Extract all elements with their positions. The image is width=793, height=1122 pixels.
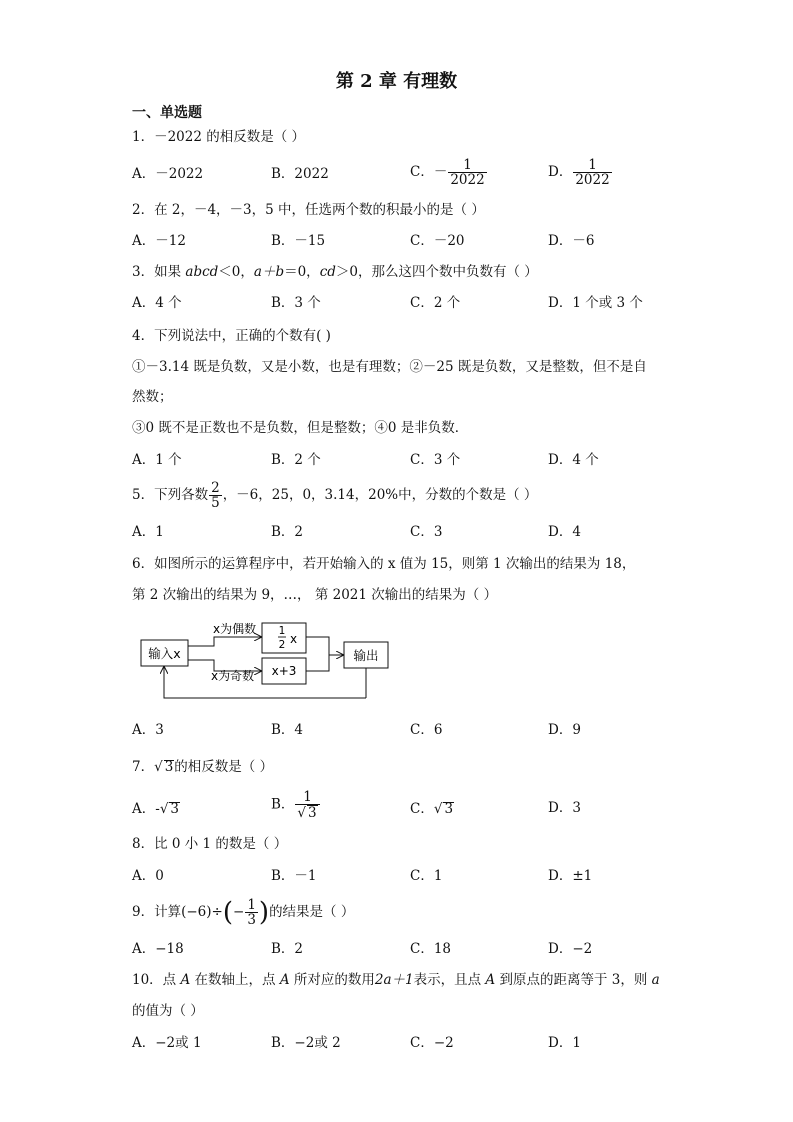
question-6-stem-line-1: 6．如图所示的运算程序中，若开始输入的 x 值为 15，则第 1 次输出的结果为 18， [132, 556, 636, 572]
q4-option-c: C．3 个 [410, 452, 461, 468]
svg-text:输出: 输出 [353, 648, 379, 663]
q7-option-d: D．3 [548, 800, 581, 816]
q5-option-c: C．3 [410, 524, 443, 540]
q2-option-a: A．－12 [132, 233, 186, 249]
q5-option-b: B．2 [271, 524, 304, 540]
even-label: x为偶数 [213, 622, 257, 636]
odd-label: x为奇数 [211, 669, 255, 683]
q10-option-a: A．−2或 1 [132, 1035, 202, 1051]
question-2-stem: 2．在 2，－4，－3，5 中，任选两个数的积最小的是（ ） [132, 202, 485, 218]
q4-statement-line-2: 然数； [132, 389, 173, 405]
fraction: $\frac{1}{√ 3}$ [295, 790, 319, 820]
q1-option-a: A．－2022 [132, 166, 204, 182]
q10-option-b: B．−2或 2 [271, 1035, 341, 1051]
q2-option-d: D．－6 [548, 233, 595, 249]
q4-option-d: D．4 个 [548, 452, 599, 468]
svg-text:2: 2 [278, 639, 286, 651]
q2-option-c: C．－20 [410, 233, 465, 249]
q8-option-b: B．－1 [271, 868, 317, 884]
fraction: $\frac{1}{2022}$ [450, 157, 485, 189]
q4-statement-line-3: ③0 既不是正数也不是负数，但是整数；④0 是非负数． [132, 420, 469, 436]
q8-option-d: D．±1 [548, 868, 593, 884]
fraction: $\frac{1}{3}$ [247, 897, 256, 929]
question-5-stem: 5．下列各数 $\frac{2}{5}$ ，－6，25，0，3.14，20%中，分数的个数是（ ） [132, 480, 538, 512]
q1-option-b: B．2022 [271, 166, 329, 182]
q7-option-b: B． $\frac{1}{√ 3}$ [271, 790, 321, 820]
q6-option-d: D．9 [548, 722, 581, 738]
q8-option-a: A．0 [132, 868, 164, 884]
q4-option-a: A．1 个 [132, 452, 182, 468]
q3-option-d: D．1 个或 3 个 [548, 295, 643, 311]
question-3-stem: 3．如果 abcd＜0，a＋b＝0，cd＞0，那么这四个数中负数有（ ） [132, 264, 538, 280]
q6-option-c: C．6 [410, 722, 443, 738]
q9-option-a: A．−18 [132, 941, 184, 957]
input-label: 输入x [148, 646, 181, 661]
q9-option-d: D．−2 [548, 941, 593, 957]
question-6-stem-line-2: 第 2 次输出的结果为 9，…， 第 2021 次输出的结果为（ ） [132, 587, 498, 603]
q4-option-b: B．2 个 [271, 452, 321, 468]
question-9-stem: 9．计算(−6)÷(− $\frac{1}{3}$ )的结果是（ ） [132, 897, 355, 929]
flowchart-diagram [130, 618, 400, 708]
q1-option-d: D． $\frac{1}{2022}$ [548, 157, 610, 189]
q5-option-a: A．1 [132, 524, 164, 540]
question-10-stem-line-1: 10．点 A 在数轴上，点 A 所对应的数用2a＋1表示，且点 A 到原点的距离等于 3，则 a [132, 972, 660, 988]
q10-option-d: D．1 [548, 1035, 581, 1051]
svg-text:x: x [290, 632, 298, 646]
q8-option-c: C．1 [410, 868, 443, 884]
q2-option-b: B．－15 [271, 233, 326, 249]
q7-option-c: C．√ 3 [410, 801, 454, 817]
fraction: $\frac{1}{2022}$ [575, 157, 610, 189]
svg-text:1: 1 [278, 625, 286, 637]
question-4-stem: 4．下列说法中，正确的个数有( ) [132, 328, 331, 344]
q5-option-d: D．4 [548, 524, 581, 540]
q6-option-a: A．3 [132, 722, 164, 738]
q3-option-b: B．3 个 [271, 295, 321, 311]
question-1-stem: 1．－2022 的相反数是（ ） [132, 129, 306, 145]
q10-option-c: C．−2 [410, 1035, 454, 1051]
page-title: 第 2 章 有理数 [335, 71, 458, 92]
question-10-stem-line-2: 的值为（ ） [132, 1003, 204, 1019]
svg-text:x+3: x+3 [271, 664, 297, 678]
question-7-stem: 7．√ 3的相反数是（ ） [132, 759, 274, 775]
fraction: $\frac{2}{5}$ [211, 480, 220, 512]
q7-option-a: A．-√ 3 [132, 801, 180, 817]
section-heading: 一、单选题 [132, 105, 202, 121]
question-8-stem: 8．比 0 小 1 的数是（ ） [132, 836, 288, 852]
q6-option-b: B．4 [271, 722, 304, 738]
q9-option-c: C．18 [410, 941, 452, 957]
q3-option-c: C．2 个 [410, 295, 461, 311]
q9-option-b: B．2 [271, 941, 304, 957]
q3-option-a: A．4 个 [132, 295, 182, 311]
q1-option-c: C．－ $\frac{1}{2022}$ [410, 157, 485, 189]
q4-statement-line-1: ①－3.14 既是负数，又是小数，也是有理数；②－25 既是负数，又是整数，但不是自 [132, 359, 647, 375]
